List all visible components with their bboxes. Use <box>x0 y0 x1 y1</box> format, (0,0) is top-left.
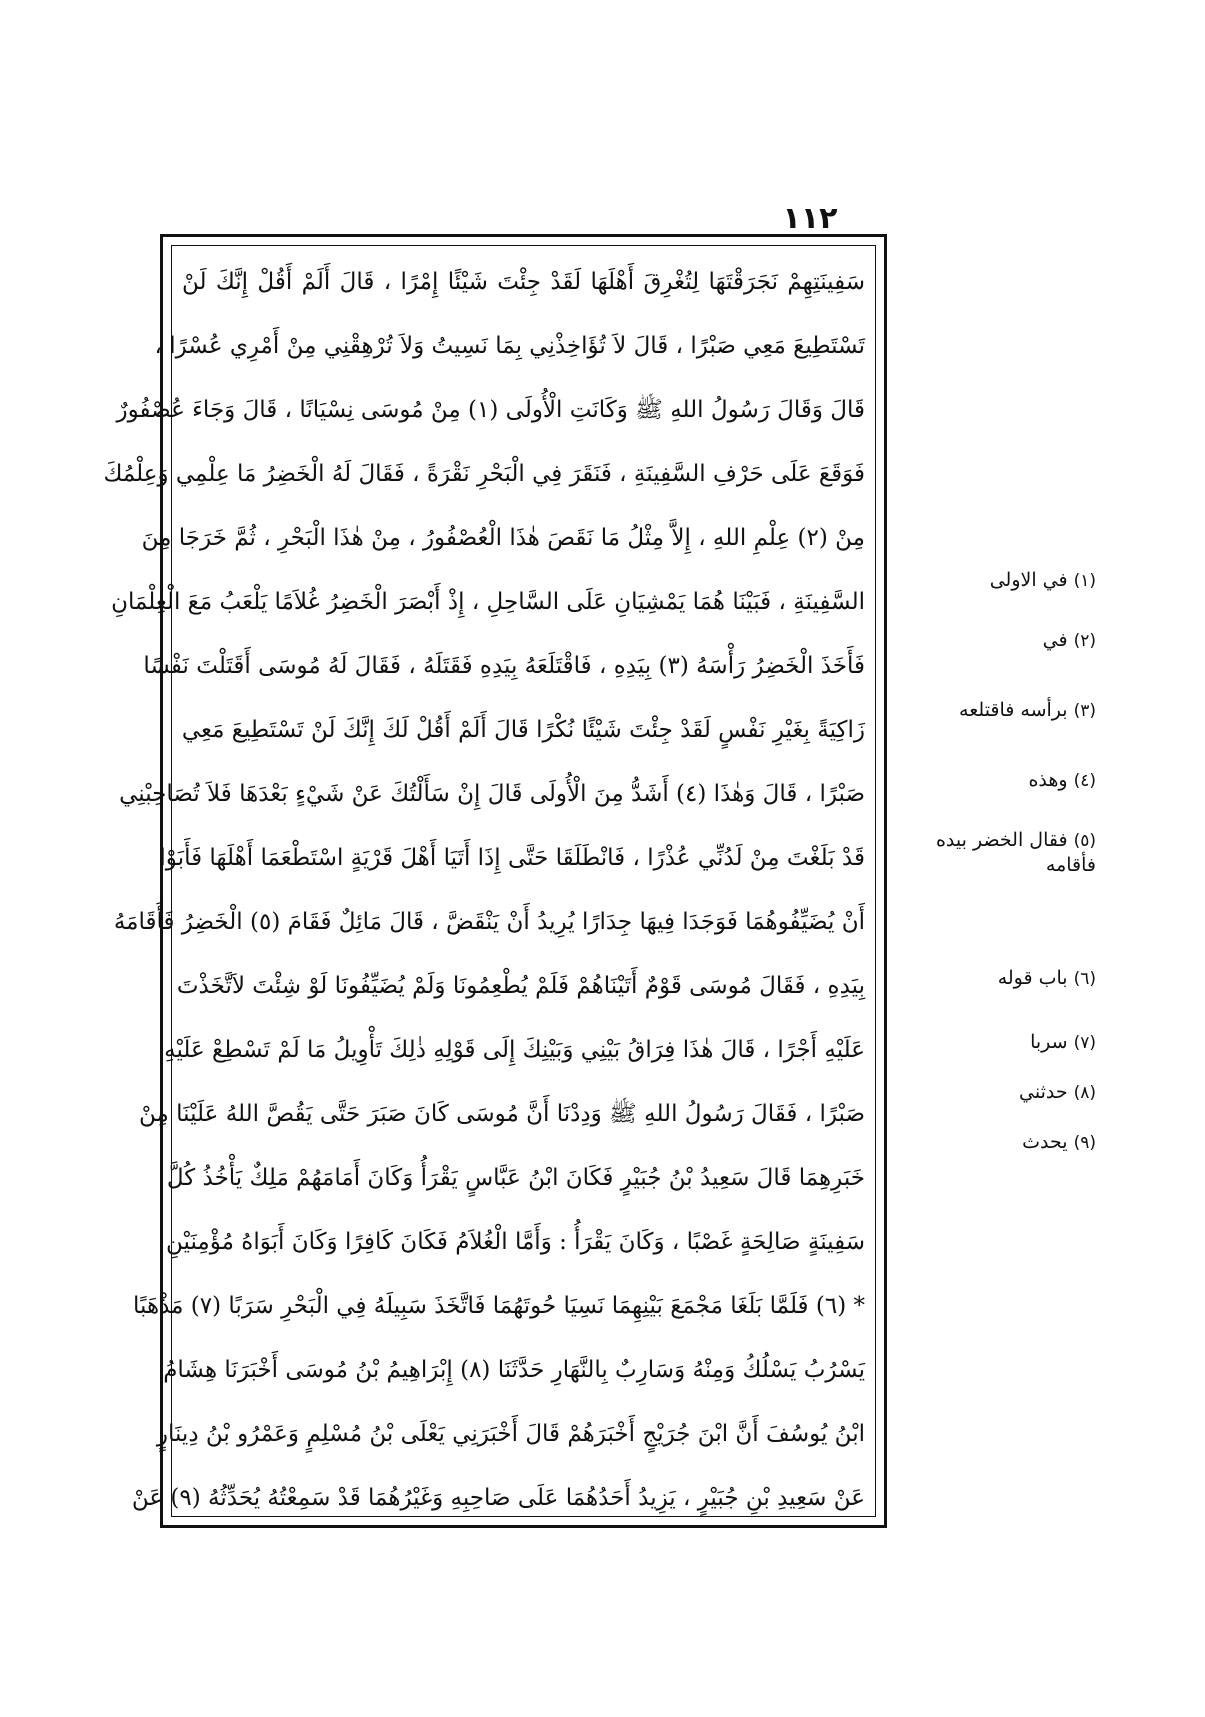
text-line: صَبْرًا ، فَقَالَ رَسُولُ اللهِ ﷺ وَدِدْنَا أَنَّ مُوسَى كَانَ صَبَرَ حَتَّى يَقُصَّ اللهُ عَلَيْنَا مِنْ <box>139 1101 865 1127</box>
margin-note <box>959 698 1096 723</box>
margin-note-number: (١) <box>1073 571 1096 591</box>
text-line: مِنْ (٢) عِلْمِ اللهِ ، إِلاَّ مِثْلُ مَا نَقَصَ هٰذَا الْعُصْفُورُ ، مِنْ هٰذَا الْبَحْرِ ، ثُمَّ خَرَجَا مِنَ <box>141 525 865 551</box>
text-line: سَفِينَتِهِمْ نَجَرَقْتَهَا لِتُغْرِقَ أَهْلَهَا لَقَدْ جِئْتَ شَيْئًا إِمْرًا ، قَالَ أَلَمْ أَقُلْ إِنَّكَ لَنْ <box>182 269 865 295</box>
text-line: ابْنُ يُوسُفَ أَنَّ ابْنَ جُرَيْجٍ أَخْبَرَهُمْ قَالَ أَخْبَرَنِي يَعْلَى بْنُ مُسْلِمٍ وَعَمْرُو بْنُ دِينَارٍ <box>156 1421 865 1447</box>
margin-note-number: (٣) <box>1073 701 1096 721</box>
text-line: عَلَيْهِ أَجْرًا ، قَالَ هٰذَا فِرَاقُ بَيْنِي وَبَيْنِكَ إِلَى قَوْلِهِ ذٰلِكَ تَأْوِيلُ مَا لَمْ تَسْطِعْ عَلَيْهِ <box>164 1037 865 1063</box>
text-line: صَبْرًا ، قَالَ وَهٰذَا (٤) أَشَدُّ مِنَ الْأُولَى قَالَ إِنْ سَأَلْتُكَ عَنْ شَيْءٍ بَعْدَهَا فَلاَ تُصَاحِبْنِي <box>119 781 865 807</box>
margin-note-number: (٤) <box>1073 771 1096 791</box>
margin-note <box>990 568 1096 593</box>
margin-note-number: (٦) <box>1073 969 1096 989</box>
margin-note-number: (٢) <box>1073 631 1096 651</box>
margin-note-text: سربا <box>1030 1031 1068 1053</box>
text-line: فَأَخَذَ الْخَضِرُ رَأْسَهُ (٣) بِيَدِهِ ، فَاقْتَلَعَهُ بِيَدِهِ فَقَتَلَهُ ، فَقَالَ لَهُ مُوسَى أَقَتَلْتَ نَفْسًا <box>143 653 865 679</box>
text-line: * (٦) فَلَمَّا بَلَغَا مَجْمَعَ بَيْنِهِمَا نَسِيَا حُوتَهُمَا فَاتَّخَذَ سَبِيلَهُ فِي الْبَحْرِ سَرَبًا (٧) مَذْهَبًا <box>133 1293 865 1319</box>
main-text <box>103 250 875 1512</box>
text-line: السَّفِينَةِ ، فَبَيْنَا هُمَا يَمْشِيَانِ عَلَى السَّاحِلِ ، إِذْ أَبْصَرَ الْخَضِرُ غُلاَمًا يَلْعَبُ مَعَ الْغِلْمَانِ <box>111 589 865 615</box>
text-line: فَوَقَعَ عَلَى حَرْفِ السَّفِينَةِ ، فَنَقَرَ فِي الْبَحْرِ نَقْرَةً ، فَقَالَ لَهُ الْخَضِرُ مَا عِلْمِي وَعِلْمُكَ <box>103 461 865 487</box>
margin-note-text: فقال الخضر بيده فأقامه <box>935 829 1096 876</box>
margin-note-text: وهذه <box>1028 769 1068 791</box>
margin-note <box>1028 768 1096 793</box>
margin-note-text: برأسه فاقتلعه <box>959 699 1068 721</box>
text-line: عَنْ سَعِيدِ بْنِ جُبَيْرٍ ، يَزِيدُ أَحَدُهُمَا عَلَى صَاحِبِهِ وَغَيْرُهُمَا قَدْ سَمِعْتُهُ يُحَدِّثُهُ (٩) عَنْ <box>131 1485 865 1511</box>
text-line: قَدْ بَلَغْتَ مِنْ لَدُنِّي عُذْرًا ، فَانْطَلَقَا حَتَّى إِذَا أَتَيَا أَهْلَ قَرْيَةٍ اسْتَطْعَمَا أَهْلَهَا فَأَبَوْا <box>159 845 865 871</box>
margin-note-number: (٥) <box>1073 831 1096 851</box>
text-line: بِيَدِهِ ، فَقَالَ مُوسَى قَوْمٌ أَتَيْنَاهُمْ فَلَمْ يُطْعِمُونَا وَلَمْ يُضَيِّفُونَا لَوْ شِئْتَ لاَتَّخَذْتَ <box>176 973 865 999</box>
page-number: ١١٢ <box>782 201 838 236</box>
margin-note <box>1043 628 1096 653</box>
margin-note-text: حدثني <box>1019 1081 1068 1103</box>
margin-note-text: في الاولى <box>989 569 1068 591</box>
text-line: قَالَ وَقَالَ رَسُولُ اللهِ ﷺ وَكَانَتِ الْأُولَى (١) مِنْ مُوسَى نِسْيَانًا ، قَالَ وَجَاءَ عُصْفُورٌ <box>116 397 865 423</box>
margin-note-text: يحدث <box>1022 1131 1068 1153</box>
text-line: سَفِينَةٍ صَالِحَةٍ غَصْبًا ، وَكَانَ يَقْرَأُ : وَأَمَّا الْغُلاَمُ فَكَانَ كَافِرًا وَكَانَ أَبَوَاهُ مُؤْمِنَيْنِ <box>166 1229 865 1255</box>
margin-note-text: في <box>1042 629 1068 651</box>
text-line: تَسْتَطِيعَ مَعِي صَبْرًا ، قَالَ لاَ تُؤَاخِذْنِي بِمَا نَسِيتُ وَلاَ تُرْهِقْنِي مِنْ أَمْرِي عُسْرًا ، <box>154 333 865 359</box>
margin-note <box>896 828 1096 877</box>
margin-note <box>1019 1080 1096 1105</box>
margin-note-number: (٩) <box>1073 1133 1096 1153</box>
margin-note <box>1030 1030 1096 1055</box>
text-line: أَنْ يُضَيِّفُوهُمَا فَوَجَدَا فِيهَا جِدَارًا يُرِيدُ أَنْ يَنْقَضَّ ، قَالَ مَائِلٌ فَقَامَ (٥) الْخَضِرُ فَأَقَامَهُ <box>113 909 865 935</box>
margin-note-number: (٧) <box>1073 1033 1096 1053</box>
margin-note <box>1022 1130 1096 1155</box>
text-line: يَسْرُبُ يَسْلُكُ وَمِنْهُ وَسَارِبٌ بِالنَّهَارِ حَدَّثَنَا (٨) إِبْرَاهِيمُ بْنُ مُوسَى أَخْبَرَنَا هِشَامُ <box>163 1357 865 1383</box>
margin-note-text: باب قوله <box>997 967 1068 989</box>
margin-note-number: (٨) <box>1073 1083 1096 1103</box>
text-line: زَاكِيَةً بِغَيْرِ نَفْسٍ لَقَدْ جِئْتَ شَيْئًا نُكْرًا قَالَ أَلَمْ أَقُلْ لَكَ إِنَّكَ لَنْ تَسْتَطِيعَ مَعِي <box>181 717 865 743</box>
text-line: خَبَرِهِمَا قَالَ سَعِيدُ بْنُ جُبَيْرٍ فَكَانَ ابْنُ عَبَّاسٍ يَقْرَأُ وَكَانَ أَمَامَهُمْ مَلِكٌ يَأْخُذُ كُلَّ <box>166 1165 865 1191</box>
margin-note <box>998 966 1096 991</box>
